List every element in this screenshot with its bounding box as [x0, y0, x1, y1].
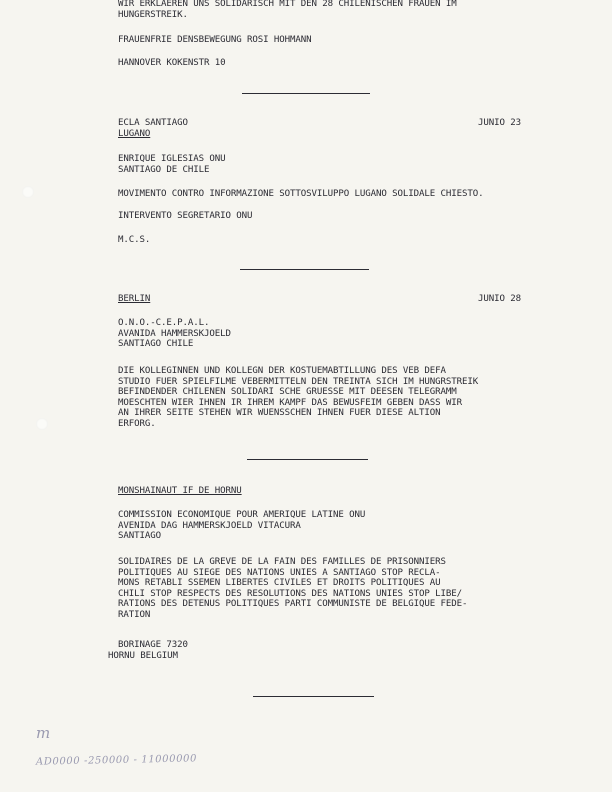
section2-date: JUNIO 23 — [478, 118, 521, 128]
section2-line-2: INTERVENTO SEGRETARIO ONU — [118, 211, 253, 221]
divider-2 — [240, 269, 369, 270]
section3-recipient-3: SANTIAGO CHILE — [118, 339, 194, 350]
punch-hole-top — [22, 186, 34, 198]
handwritten-mark: m — [36, 724, 51, 742]
section4-body-6: RATION — [118, 610, 151, 620]
section3-origin: BERLIN — [118, 294, 151, 304]
section4-recipient-2: AVENIDA DAG HAMMERSKJOELD VITACURA — [118, 520, 301, 531]
intro-line-2: HUNGERSTREIK. — [118, 9, 188, 20]
section2-recipient-2: SANTIAGO DE CHILE — [118, 164, 210, 175]
section3-recipient-1: O.N.O.-C.E.P.A.L. — [118, 318, 210, 328]
section4-sender-1: BORINAGE 7320 — [118, 640, 188, 650]
divider-3 — [247, 459, 368, 460]
intro-line-1: WIR ERKLAEREN UNS SOLIDARISCH MIT DEN 28 CHILENISCHEN FRAUEN IM — [118, 0, 457, 9]
section3-body-4: MOESCHTEN WIER IHNEN IR IHREM KAMPF DAS BEWUSFEIM GEBEN DASS WIR — [118, 397, 462, 408]
section3-body-5: AN IHRER SEITE STEHEN WIR WUENSSCHEN IHNEN FUER DIESE ALTION — [118, 408, 441, 419]
section3-recipient-2: AVANIDA HAMMERSKJOELD — [118, 328, 231, 339]
section3-body-6: ERFORG. — [118, 419, 156, 429]
section4-origin: MONSHAINAUT IF DE HORNU — [118, 486, 242, 496]
handwritten-reference: AD0000 -250000 - 11000000 — [35, 753, 198, 768]
punch-hole-bottom — [36, 418, 48, 430]
section3-body-3: BEFINDENDER CHILENEN SOLIDARI SCHE GRUESSE MIT DEESEN TELEGRAMM — [118, 387, 457, 398]
section4-recipient-1: COMMISSION ECONOMIQUE POUR AMERIQUE LATINE ONU — [118, 510, 366, 520]
section2-recipient-1: ENRIQUE IGLESIAS ONU — [118, 154, 226, 164]
section4-body-3: MONS RETABLI SSEMEN LIBERTES CIVILES ET DROITS POLITIQUES AU — [118, 578, 441, 589]
intro-address: HANNOVER KOKENSTR 10 — [118, 58, 226, 68]
divider-4 — [253, 696, 374, 697]
section4-body-2: POLITIQUES AU SIEGE DES NATIONS UNIES A SANTIAGO STOP RECLA- — [118, 567, 441, 578]
section2-sign: M.C.S. — [118, 235, 151, 245]
section4-body-4: CHILI STOP RESPECTS DES RESOLUTIONS DES NATIONS UNIES STOP LIBE/ — [118, 588, 462, 599]
divider-1 — [242, 93, 370, 94]
section4-body-5: RATIONS DES DETENUS POLITIQUES PARTI COMMUNISTE DE BELGIQUE FEDE- — [118, 599, 468, 610]
section4-body-1: SOLIDAIRES DE LA GREVE DE LA FAIN DES FAMILLES DE PRISONNIERS — [118, 557, 446, 567]
section2-line-1: MOVIMENTO CONTRO INFORMAZIONE SOTTOSVILUPPO LUGANO SOLIDALE CHIESTO. — [118, 189, 484, 199]
section2-origin: ECLA SANTIAGO — [118, 118, 188, 128]
section3-body-2: STUDIO FUER SPIELFILME VEBERMITTELN DEN TREINTA SICH IM HUNGRSTREIK — [118, 376, 479, 387]
section4-sender-2: HORNU BELGIUM — [108, 650, 178, 661]
section4-recipient-3: SANTIAGO — [118, 531, 161, 542]
section2-origin-city: LUGANO — [118, 128, 151, 139]
intro-org: FRAUENFRIE DENSBEWEGUNG ROSI HOHMANN — [118, 35, 312, 45]
section3-body-1: DIE KOLLEGINNEN UND KOLLEGN DER KOSTUEMABTILLUNG DES VEB DEFA — [118, 366, 446, 376]
section3-date: JUNIO 28 — [478, 294, 521, 304]
